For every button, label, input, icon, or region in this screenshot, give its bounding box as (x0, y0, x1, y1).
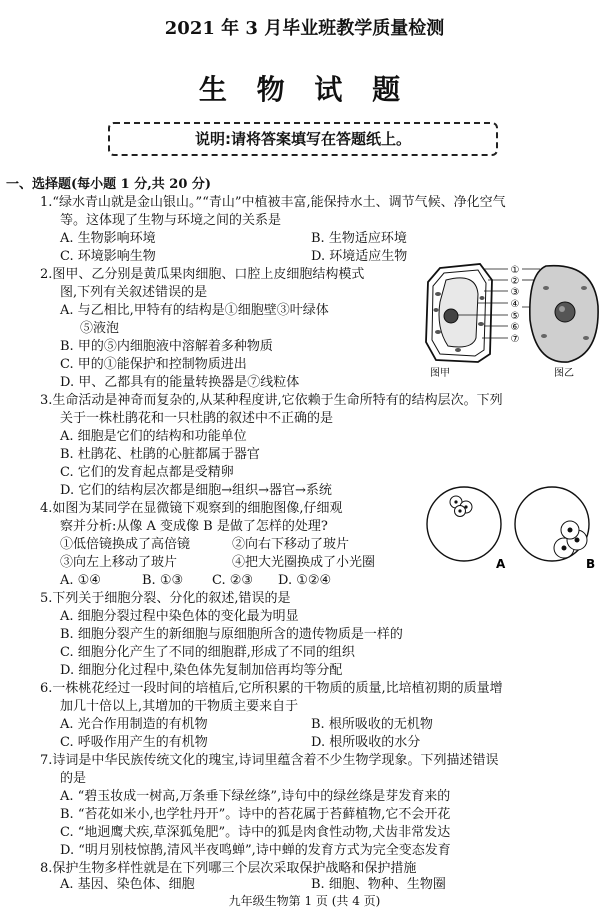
microscope-diagram (424, 478, 604, 574)
fig-label-a: A (496, 557, 506, 571)
q1-stem-line1: 1.“绿水青山就是金山银山。”“青山”中植被丰富,能保持水土、调节气候、净化空气 (40, 195, 506, 210)
q5-stem: 5.下列关于细胞分裂、分化的叙述,错误的是 (40, 591, 291, 606)
q4-choice-2: ②向右下移动了玻片 (232, 537, 350, 552)
fig-caption-yi: 图乙 (554, 368, 574, 379)
fig-label-4: ④ (510, 299, 520, 310)
section-heading: 一、选择题(每小题 1 分,共 20 分) (6, 177, 212, 192)
q5-option-a: A. 细胞分裂过程中染色体的变化最为明显 (60, 609, 299, 624)
q1-option-a: A. 生物影响环境 (60, 231, 156, 246)
q8-stem: 8.保护生物多样性就是在下列哪三个层次采取保护战略和保护措施 (40, 861, 417, 876)
q4-option-b: B. ①③ (142, 573, 184, 588)
q2-option-a-line1: A. 与乙相比,甲特有的结构是①细胞壁③叶绿体 (60, 303, 329, 318)
q6-option-b: B. 根所吸收的无机物 (311, 717, 433, 732)
q7-option-d: D. “明月别枝惊鹊,清风半夜鸣蝉”,诗中蝉的发育方式为完全变态发育 (60, 843, 451, 858)
q5-option-d: D. 细胞分化过程中,染色体先复制加倍再均等分配 (60, 663, 343, 678)
plant-cell (426, 264, 492, 362)
q7-option-b: B. “苔花如米小,也学牡丹开”。诗中的苔花属于苔藓植物,它不会开花 (60, 807, 451, 822)
page-title: 生 物 试 题 (198, 73, 411, 106)
q1-option-c: C. 环境影响生物 (60, 249, 156, 264)
q6-option-c: C. 呼吸作用产生的有机物 (60, 735, 208, 750)
fig-label-6: ⑥ (510, 322, 520, 333)
q1-option-d: D. 环境适应生物 (311, 249, 408, 264)
page-footer: 九年级生物第 1 页 (共 4 页) (228, 894, 381, 908)
q2-option-c: C. 甲的①能保护和控制物质进出 (60, 357, 247, 372)
q3-stem-line1: 3.生命活动是神奇而复杂的,从某种程度讲,它依赖于生命所特有的结构层次。下列 (40, 393, 503, 408)
fig-label-b: B (586, 557, 596, 571)
q4-option-c: C. ②③ (212, 573, 254, 588)
q5-option-b: B. 细胞分裂产生的新细胞与原细胞所含的遗传物质是一样的 (60, 627, 403, 642)
cell-diagram (418, 258, 604, 380)
q6-option-a: A. 光合作用制造的有机物 (60, 717, 208, 732)
fig-caption-jia: 图甲 (430, 368, 450, 379)
q2-stem-line2: 图,下列有关叙述错误的是 (60, 285, 208, 300)
q3-option-c: C. 它们的发育起点都是受精卵 (60, 465, 234, 480)
q8-option-a: A. 基因、染色体、细胞 (60, 877, 195, 892)
q2-option-b: B. 甲的⑤内细胞液中溶解着多种物质 (60, 339, 273, 354)
q2-option-a-line2: ⑤液泡 (80, 321, 120, 336)
q4-choice-1: ①低倍镜换成了高倍镜 (60, 537, 191, 552)
q6-stem-line1: 6.一株桃花经过一段时间的培植后,它所积累的干物质的质量,比培植初期的质量增 (40, 681, 503, 696)
q2-option-d: D. 甲、乙都具有的能量转换器是⑦线粒体 (60, 375, 300, 390)
instruction-box: 说明:请将答案填写在答题纸上。 (108, 122, 498, 156)
q4-stem-line1: 4.如图为某同学在显微镜下观察到的细胞图像,仔细观 (40, 501, 343, 516)
fig-label-5: ⑤ (510, 311, 520, 322)
fig-label-1: ① (510, 265, 520, 276)
fig-label-3: ③ (510, 287, 520, 298)
fig-label-7: ⑦ (510, 334, 520, 345)
q7-stem-line1: 7.诗词是中华民族传统文化的瑰宝,诗词里蕴含着不少生物学现象。下列描述错误 (40, 753, 499, 768)
q4-choice-3: ③向左上移动了玻片 (60, 555, 178, 570)
q7-option-c: C. “地迥鹰犬疾,草深狐兔肥”。诗中的狐是肉食性动物,犬齿非常发达 (60, 825, 451, 840)
q4-option-a: A. ①④ (60, 573, 101, 588)
q4-choice-4: ④把大光圈换成了小光圈 (232, 555, 376, 570)
q3-option-d: D. 它们的结构层次都是细胞→组织→器官→系统 (60, 483, 332, 498)
q3-stem-line2: 关于一株杜鹃花和一只杜鹃的叙述中不正确的是 (60, 411, 334, 426)
q2-stem-line1: 2.图甲、乙分别是黄瓜果肉细胞、口腔上皮细胞结构模式 (40, 267, 365, 282)
animal-cell (530, 266, 598, 362)
fig-label-2: ② (510, 276, 520, 287)
q3-option-b: B. 杜鹃花、杜鹃的心脏都属于器官 (60, 447, 260, 462)
field-b (515, 487, 589, 561)
field-a (427, 487, 501, 561)
exam-header: 2021 年 3 月毕业班教学质量检测 (164, 18, 445, 39)
q6-stem-line2: 加几十倍以上,其增加的干物质主要来自于 (60, 699, 299, 714)
q3-option-a: A. 细胞是它们的结构和功能单位 (60, 429, 247, 444)
q8-option-b: B. 细胞、物种、生物圈 (311, 877, 446, 892)
q7-stem-line2: 的是 (60, 771, 87, 786)
q1-stem-line2: 等。这体现了生物与环境之间的关系是 (60, 213, 282, 228)
q1-option-b: B. 生物适应环境 (311, 231, 407, 246)
q5-option-c: C. 细胞分化产生了不同的细胞群,形成了不同的组织 (60, 645, 355, 660)
q4-stem-line2: 察并分析:从像 A 变成像 B 是做了怎样的处理? (60, 519, 328, 534)
q6-option-d: D. 根所吸收的水分 (311, 735, 421, 750)
q4-option-d: D. ①②④ (278, 573, 332, 588)
q7-option-a: A. “碧玉妆成一树高,万条垂下绿丝绦”,诗句中的绿丝绦是芽发育来的 (60, 789, 451, 804)
